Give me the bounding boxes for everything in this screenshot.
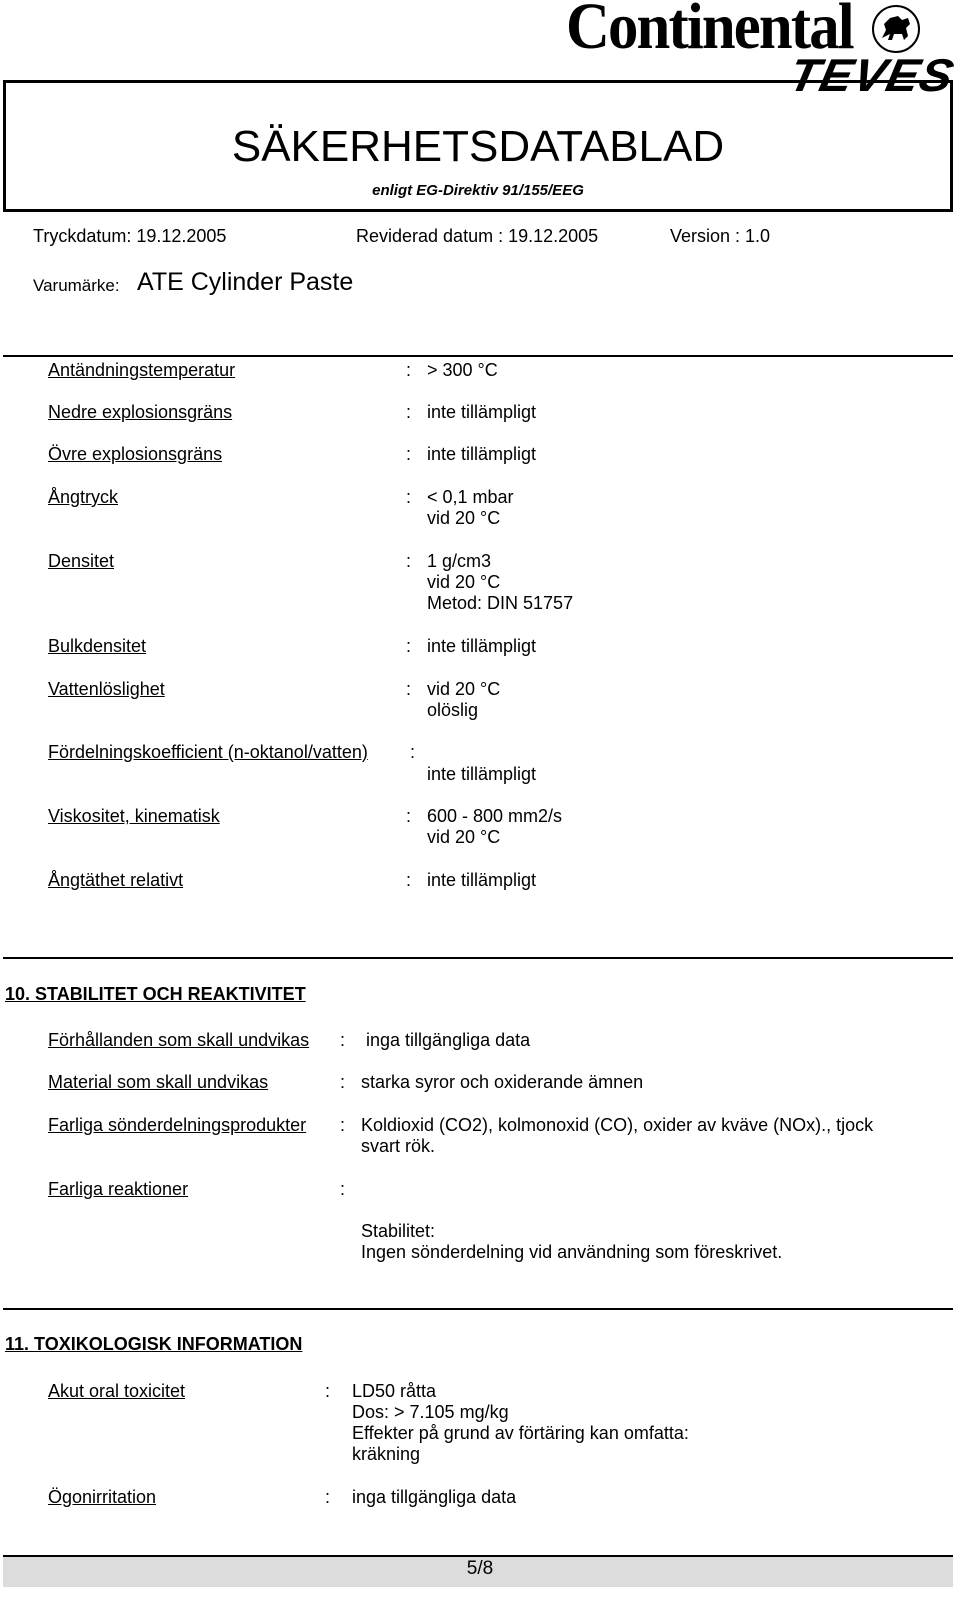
property-value: 600 - 800 mm2/s xyxy=(427,806,563,826)
property-value: inte tillämpligt xyxy=(427,764,537,784)
section-divider xyxy=(3,355,953,357)
property-value: inte tillämpligt xyxy=(427,402,537,422)
title-box xyxy=(3,80,953,212)
property-value: inte tillämpligt xyxy=(427,636,537,656)
property-row xyxy=(48,636,146,657)
toxicology-row xyxy=(48,1381,185,1402)
section-divider xyxy=(3,957,953,959)
property-colon: : xyxy=(406,636,412,656)
stability-row xyxy=(48,1179,188,1200)
section-divider xyxy=(3,1308,953,1310)
property-label: Vattenlöslighet xyxy=(48,679,165,699)
property-value: 1 g/cm3 xyxy=(427,551,492,571)
property-value: vid 20 °C xyxy=(427,572,501,592)
property-value: olöslig xyxy=(427,700,479,720)
page-number: 5/8 xyxy=(466,1558,494,1579)
property-label: Övre explosionsgräns xyxy=(48,444,223,464)
property-colon: : xyxy=(406,806,412,826)
property-value: < 0,1 mbar xyxy=(427,487,514,507)
logo-continental: Continental xyxy=(566,0,853,63)
document-title: SÄKERHETSDATABLAD xyxy=(231,122,725,171)
property-colon: : xyxy=(406,870,412,890)
property-row xyxy=(48,402,232,423)
property-value: Metod: DIN 51757 xyxy=(427,593,574,613)
property-label: Viskositet, kinematisk xyxy=(48,806,220,826)
revised-date: Reviderad datum : 19.12.2005 xyxy=(356,226,599,246)
property-value: > 300 °C xyxy=(427,360,498,380)
version: Version : 1.0 xyxy=(670,226,771,246)
toxicology-value: Dos: > 7.105 mg/kg xyxy=(352,1402,509,1422)
stability-label: Farliga sönderdelningsprodukter xyxy=(48,1115,307,1135)
property-label: Ångtäthet relativt xyxy=(48,870,184,890)
property-row xyxy=(48,679,165,700)
property-row xyxy=(48,806,220,827)
toxicology-value: Effekter på grund av förtäring kan omfatta: xyxy=(352,1423,689,1443)
stability-value: starka syror och oxiderande ämnen xyxy=(361,1072,644,1092)
property-value: inte tillämpligt xyxy=(427,870,537,890)
toxicology-label: Akut oral toxicitet xyxy=(48,1381,186,1401)
toxicology-value: kräkning xyxy=(352,1444,421,1464)
stability-label: Förhållanden som skall undvikas xyxy=(48,1030,310,1050)
stability-colon: : xyxy=(340,1115,346,1135)
section-title-toxicology: 11. TOXIKOLOGISK INFORMATION xyxy=(5,1334,303,1354)
stability-value: Koldioxid (CO2), kolmonoxid (CO), oxider av kväve (NOx)., tjock xyxy=(361,1115,874,1135)
property-colon: : xyxy=(406,444,412,464)
toxicology-colon: : xyxy=(325,1381,331,1401)
property-colon: : xyxy=(410,742,416,762)
toxicology-value: LD50 råtta xyxy=(352,1381,437,1401)
toxicology-colon: : xyxy=(325,1487,331,1507)
property-value: vid 20 °C xyxy=(427,508,501,528)
property-label: Fördelningskoefficient (n-oktanol/vatten) xyxy=(48,742,368,762)
stability-row xyxy=(48,1072,268,1093)
property-colon: : xyxy=(406,551,412,571)
property-row xyxy=(48,870,183,891)
property-label: Nedre explosionsgräns xyxy=(48,402,233,422)
stability-label: Farliga reaktioner xyxy=(48,1179,189,1199)
property-colon: : xyxy=(406,360,412,380)
logo-teves: TEVES xyxy=(784,49,960,101)
toxicology-label: Ögonirritation xyxy=(48,1487,157,1507)
stability-value: inga tillgängliga data xyxy=(366,1030,531,1050)
property-value: vid 20 °C xyxy=(427,827,501,847)
property-value: vid 20 °C xyxy=(427,679,501,699)
property-colon: : xyxy=(406,402,412,422)
stability-row xyxy=(48,1030,309,1051)
stability-colon: : xyxy=(340,1030,346,1050)
horse-logo-icon xyxy=(868,4,924,54)
property-row xyxy=(48,360,235,381)
toxicology-row xyxy=(48,1487,156,1508)
stability-colon: : xyxy=(340,1179,346,1199)
property-label: Ångtryck xyxy=(48,487,119,507)
property-colon: : xyxy=(406,487,412,507)
brand-name: ATE Cylinder Paste xyxy=(137,268,354,296)
stability-colon: : xyxy=(340,1072,346,1092)
stability-label: Material som skall undvikas xyxy=(48,1072,269,1092)
property-colon: : xyxy=(406,679,412,699)
stability-value: Stabilitet: xyxy=(361,1221,436,1241)
toxicology-value: inga tillgängliga data xyxy=(352,1487,517,1507)
property-value: inte tillämpligt xyxy=(427,444,537,464)
stability-value: svart rök. xyxy=(361,1136,436,1156)
property-label: Antändningstemperatur xyxy=(48,360,236,380)
brand-label: Varumärke: xyxy=(33,276,120,295)
stability-value: Ingen sönderdelning vid användning som föreskrivet. xyxy=(361,1242,783,1262)
property-label: Bulkdensitet xyxy=(48,636,147,656)
property-row xyxy=(48,487,118,508)
property-row xyxy=(48,742,368,763)
section-title-stability: 10. STABILITET OCH REAKTIVITET xyxy=(5,984,306,1004)
stability-row xyxy=(48,1115,306,1136)
property-row xyxy=(48,444,222,465)
property-row xyxy=(48,551,114,572)
document-subtitle: enligt EG-Direktiv 91/155/EEG xyxy=(372,182,584,199)
print-date: Tryckdatum: 19.12.2005 xyxy=(33,226,227,246)
property-label: Densitet xyxy=(48,551,115,571)
